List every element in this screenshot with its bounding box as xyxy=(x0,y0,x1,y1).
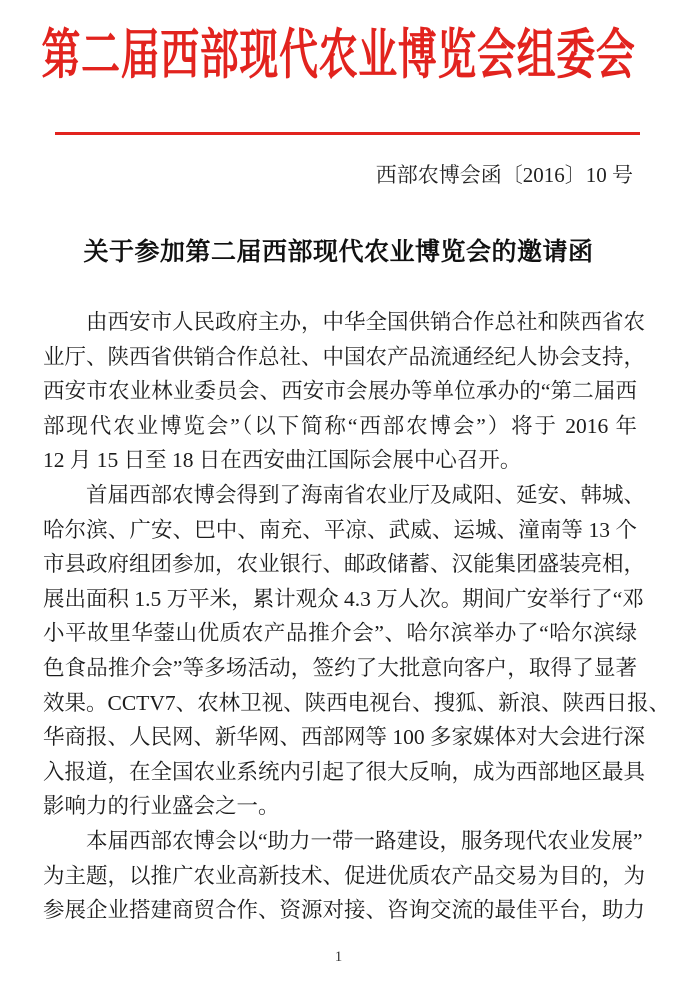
body-line: 部现代农业博览会”（以下简称“西部农博会”）将于 2016 年 xyxy=(43,413,637,438)
letter-title: 关于参加第二届西部现代农业博览会的邀请函 xyxy=(83,238,594,266)
body-line: 色食品推介会”等多场活动，签约了大批意向客户，取得了显著 xyxy=(43,655,637,680)
body-line: 市县政府组团参加，农业银行、邮政储蓄、汉能集团盛装亮相， xyxy=(43,552,646,577)
body-line: 影响力的行业盛会之一。 xyxy=(43,794,280,819)
body-line: 效果。CCTV7、农林卫视、陕西电视台、搜狐、新浪、陕西日报、 xyxy=(43,690,671,715)
letterhead-divider xyxy=(55,132,640,135)
body-line: 12 月 15 日至 18 日在西安曲江国际会展中心召开。 xyxy=(43,448,522,473)
letter-body xyxy=(43,305,671,928)
body-line: 本届西部农博会以“助力一带一路建设，服务现代农业发展” xyxy=(86,828,643,853)
body-line: 首届西部农博会得到了海南省农业厅及咸阳、延安、韩城、 xyxy=(86,482,646,507)
letterhead xyxy=(0,18,677,92)
body-line: 参展企业搭建商贸合作、资源对接、咨询交流的最佳平台，助力 xyxy=(43,898,646,923)
body-line: 西安市农业林业委员会、西安市会展办等单位承办的“第二届西 xyxy=(43,379,637,404)
body-line: 华商报、人民网、新华网、西部网等 100 多家媒体对大会进行深 xyxy=(43,725,646,750)
body-line: 小平故里华蓥山优质农产品推介会”、哈尔滨举办了“哈尔滨绿 xyxy=(43,621,637,646)
doc-number: 西部农博会函〔2016〕10 号 xyxy=(375,163,633,187)
body-line: 业厅、陕西省供销合作总社、中国农产品流通经纪人协会支持， xyxy=(43,344,646,369)
letterhead-title: 第二届西部现代农业博览会组委会 xyxy=(41,25,636,85)
body-line: 入报道，在全国农业系统内引起了很大反响，成为西部地区最具 xyxy=(43,759,646,784)
body-line: 为主题，以推广农业高新技术、促进优质农产品交易为目的，为 xyxy=(43,863,646,888)
body-line: 哈尔滨、广安、巴中、南充、平凉、武威、运城、潼南等 13 个 xyxy=(43,517,637,542)
page-number: 1 xyxy=(334,949,343,965)
body-line: 由西安市人民政府主办，中华全国供销合作总社和陕西省农 xyxy=(86,310,646,334)
body-line: 展出面积 1.5 万平米，累计观众 4.3 万人次。期间广安举行了“邓 xyxy=(43,586,644,611)
page-footer xyxy=(0,949,677,966)
